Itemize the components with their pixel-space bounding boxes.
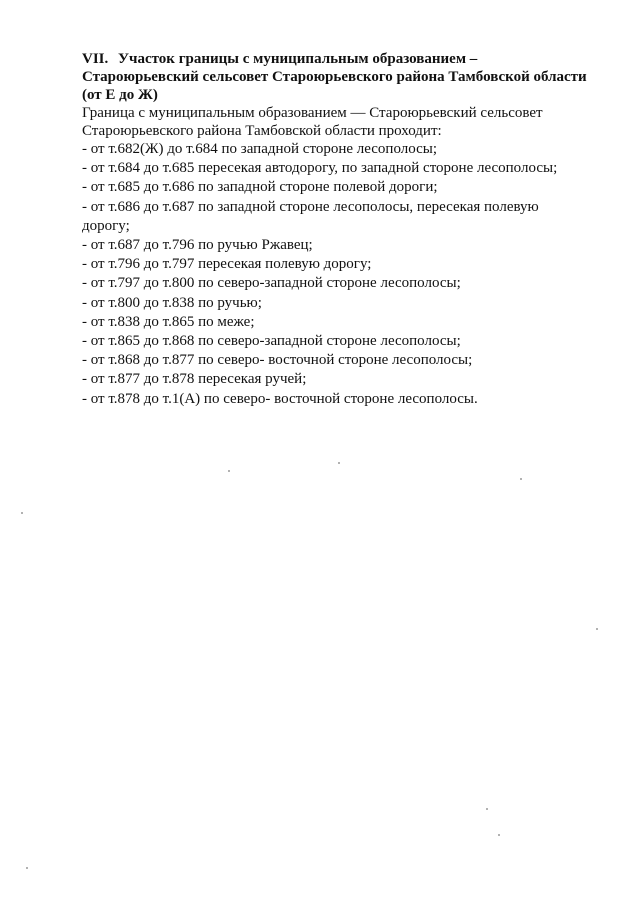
- list-item: - от т.878 до т.1(А) по северо- восточной стороне лесополосы.: [82, 390, 478, 407]
- section-heading-line-2: Староюрьевский сельсовет Староюрьевского района Тамбовской области: [82, 69, 587, 85]
- section-heading-line-3: (от Е до Ж): [82, 87, 158, 103]
- list-item: - от т.800 до т.838 по ручью;: [82, 294, 262, 311]
- list-item: - от т.877 до т.878 пересекая ручей;: [82, 371, 307, 388]
- scan-speck: [26, 867, 28, 869]
- scan-speck: [486, 808, 488, 810]
- list-item: - от т.797 до т.800 по северо-западной стороне лесополосы;: [82, 275, 461, 292]
- scan-speck: [338, 462, 340, 464]
- intro-line-2: Староюрьевского района Тамбовской области проходит:: [82, 123, 442, 139]
- scan-speck: [228, 470, 230, 472]
- list-item: - от т.684 до т.685 пересекая автодорогу, по западной стороне лесополосы;: [82, 160, 558, 177]
- scan-speck: [520, 478, 522, 480]
- list-item: - от т.685 до т.686 по западной стороне полевой дороги;: [82, 179, 438, 196]
- list-item: - от т.682(Ж) до т.684 по западной стороне лесополосы;: [82, 141, 438, 157]
- list-item: - от т.686 до т.687 по западной стороне лесополосы, пересекая полевую дорогу;: [82, 198, 539, 234]
- scan-speck: [498, 834, 500, 836]
- document-content: [82, 50, 602, 409]
- scan-speck: [596, 628, 598, 630]
- section-heading-line-1: [82, 50, 602, 68]
- list-item: - от т.865 до т.868 по северо-западной стороне лесополосы;: [82, 333, 461, 350]
- list-item: - от т.838 до т.865 по меже;: [82, 313, 255, 330]
- scan-speck: [21, 512, 23, 514]
- intro-line-1: Граница с муниципальным образованием — Староюрьевский сельсовет: [82, 105, 543, 121]
- list-item: - от т.868 до т.877 по северо- восточной стороне лесополосы;: [82, 352, 473, 369]
- boundary-segment-list: [82, 140, 602, 409]
- list-item: - от т.796 до т.797 пересекая полевую дорогу;: [82, 256, 372, 273]
- list-item: - от т.687 до т.796 по ручью Ржавец;: [82, 237, 313, 254]
- section-heading-text: Участок границы с муниципальным образованием –: [118, 51, 478, 67]
- section-number: VII.: [82, 51, 109, 67]
